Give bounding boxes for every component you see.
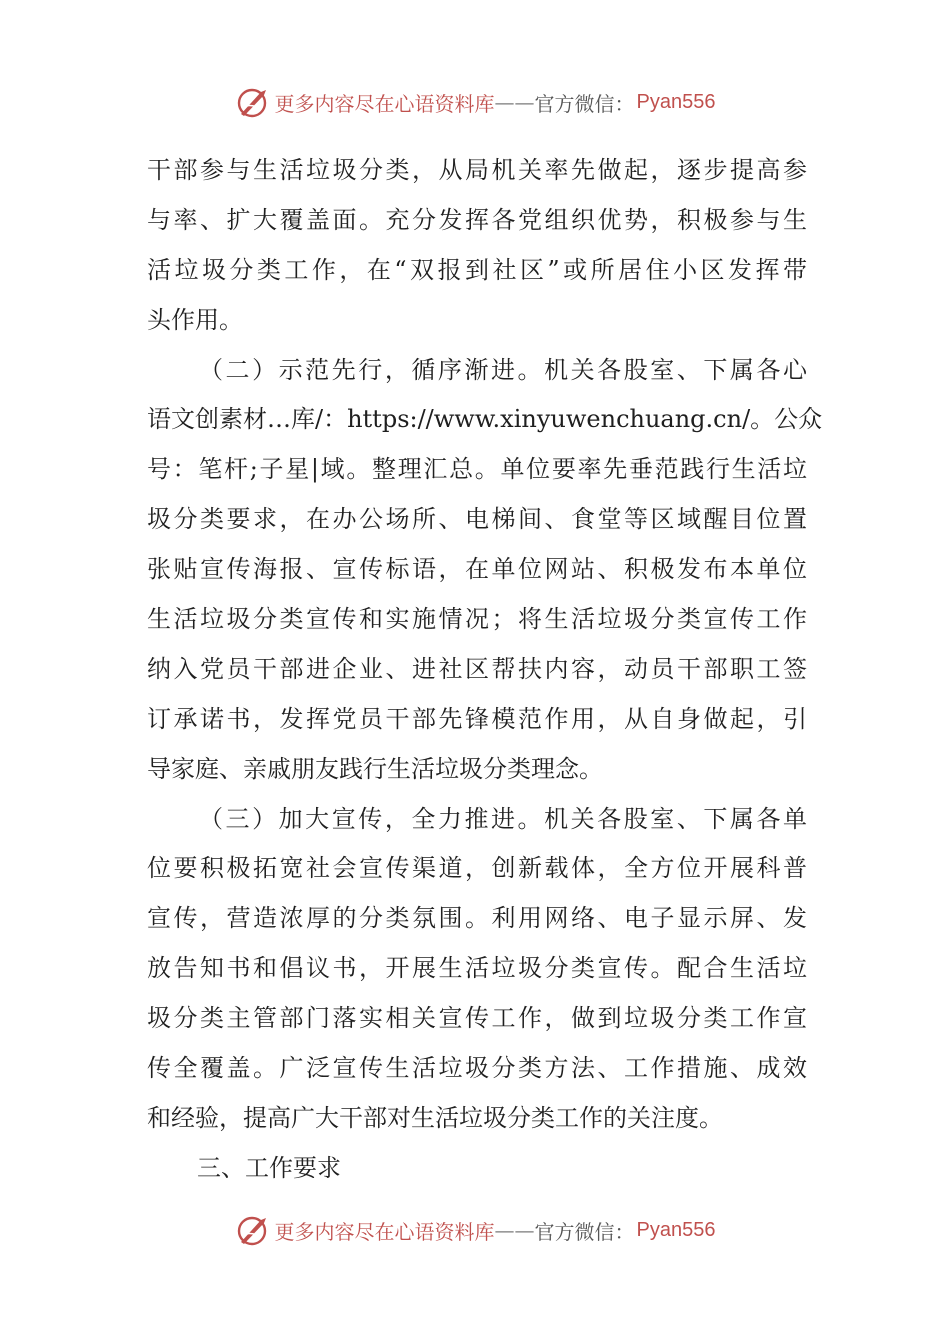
banner-wechat-label: 官方微信： <box>534 1219 635 1244</box>
body-line: 干部参与生活垃圾分类，从局机关率先做起，逐步提高参 <box>147 156 807 184</box>
pen-logo-icon <box>235 1212 271 1248</box>
body-line: 位要积极拓宽社会宣传渠道，创新载体，全方位开展科普 <box>147 854 807 883</box>
section-3-heading-line: （三）加大宣传，全力推进。机关各股室、下属各单 <box>199 804 807 833</box>
body-line: 圾分类要求，在办公场所、电梯间、食堂等区域醒目位置 <box>147 505 807 534</box>
banner-dash: —— <box>494 1218 535 1242</box>
banner-text: 更多内容尽在心语资料库 <box>274 91 495 116</box>
section-2-heading-line: （二）示范先行，循序渐进。机关各股室、下属各心 <box>199 355 807 384</box>
body-line: 活垃圾分类工作，在“双报到社区”或所居住小区发挥带 <box>147 255 807 284</box>
body-line: 导家庭、亲戚朋友践行生活垃圾分类理念。 <box>147 754 603 783</box>
document-body <box>147 146 823 1194</box>
work-requirements-heading: 三、工作要求 <box>197 1153 341 1182</box>
banner-wechat-id: Pyan556 <box>636 1218 716 1241</box>
body-line: 纳入党员干部进企业、进社区帮扶内容，动员干部职工签 <box>147 654 807 683</box>
banner-wechat-label: 官方微信： <box>534 91 635 116</box>
footer-watermark-banner <box>0 1210 950 1250</box>
body-line: 号：笔杆;子星|域。整理汇总。单位要率先垂范践行生活垃 <box>147 455 807 484</box>
body-line: 圾分类主管部门落实相关宣传工作，做到垃圾分类工作宣 <box>147 1004 807 1033</box>
banner-dash: —— <box>494 90 535 114</box>
header-watermark-banner <box>0 82 950 122</box>
body-line: 订承诺书，发挥党员干部先锋模范作用，从自身做起，引 <box>147 704 807 733</box>
body-line: 宣传，营造浓厚的分类氛围。利用网络、电子显示屏、发 <box>147 904 807 933</box>
body-line: 与率、扩大覆盖面。充分发挥各党组织优势，积极参与生 <box>147 205 807 234</box>
body-line: 传全覆盖。广泛宣传生活垃圾分类方法、工作措施、成效 <box>147 1054 807 1083</box>
body-line: 头作用。 <box>147 305 243 334</box>
body-line: 生活垃圾分类宣传和实施情况；将生活垃圾分类宣传工作 <box>147 605 807 634</box>
body-line: 语文创素材…库/：https://www.xinyuwenchuang.cn/。公众 <box>147 405 823 434</box>
body-line: 张贴宣传海报、宣传标语，在单位网站、积极发布本单位 <box>147 555 807 584</box>
pen-logo-icon <box>235 84 271 120</box>
banner-wechat-id: Pyan556 <box>636 90 716 113</box>
body-line: 和经验，提高广大干部对生活垃圾分类工作的关注度。 <box>147 1103 723 1132</box>
banner-text: 更多内容尽在心语资料库 <box>274 1219 495 1244</box>
body-line: 放告知书和倡议书，开展生活垃圾分类宣传。配合生活垃 <box>147 954 807 983</box>
